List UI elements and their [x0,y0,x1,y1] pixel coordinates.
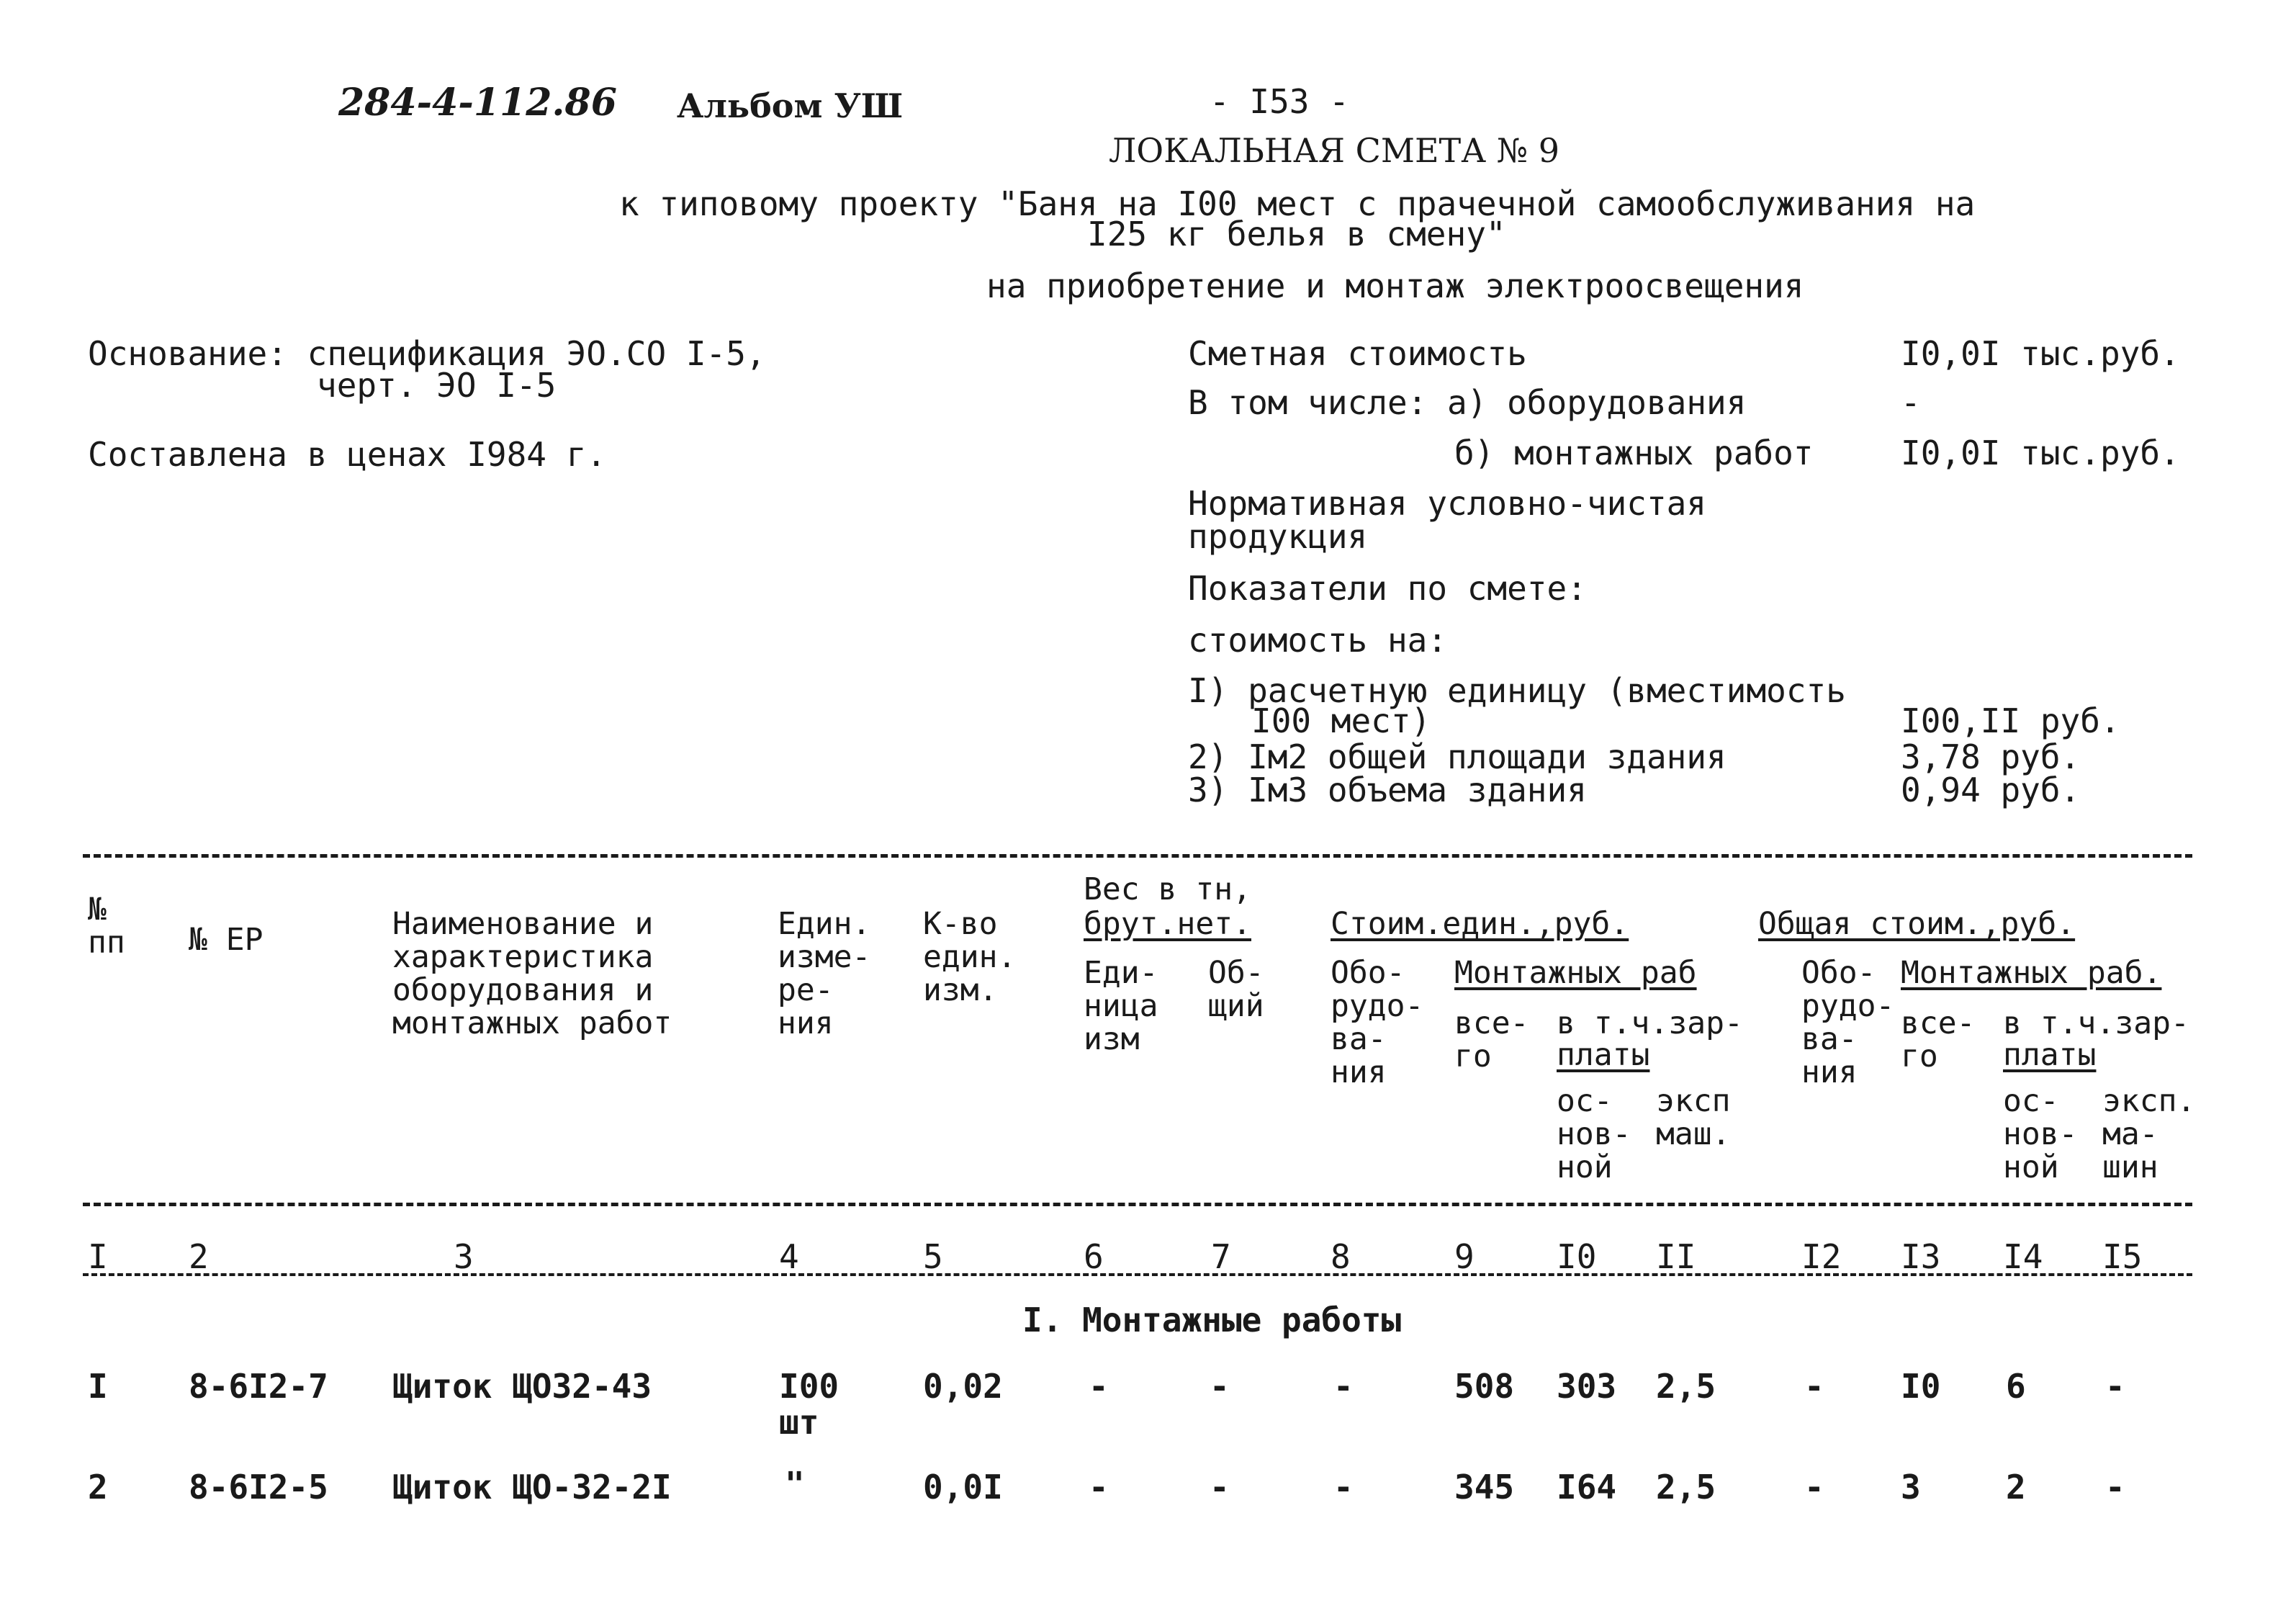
row-1-c7: - [1210,1367,1230,1406]
row-1-c8: - [1333,1367,1354,1406]
row-2-c9: 345 [1454,1468,1515,1507]
indicator-3-value: 0,94 руб. [1901,771,2081,809]
basis-line-1: Основание: спецификация ЭО.СО I-5, [88,334,766,373]
incl-install-value: I0,0I тыс.руб. [1901,434,2180,472]
col-header-total-equip: Обо- рудо- ва- ния [1801,955,1895,1090]
col-header-weight-sub: брут.нет. [1084,906,1251,942]
col-header-unit-main: ос- нов- ной [1557,1083,1631,1185]
col-header-unit-equip: Обо- рудо- ва- ния [1331,955,1424,1090]
indicator-2-label: 2) Iм2 общей площади здания [1188,737,1726,776]
row-1-er: 8-6I2-7 [189,1367,328,1406]
col-header-weight-group: Вес в тн, [1084,871,1251,907]
estimated-cost-value: I0,0I тыс.руб. [1901,334,2180,373]
col-number-4: 4 [779,1237,799,1276]
col-number-10: I0 [1557,1237,1597,1276]
row-1-name: Щиток ЩО32-43 [392,1367,652,1406]
document-code: 284-4-112.86 [338,81,617,125]
header-bottom-rule [83,1203,2192,1206]
col-number-6: 6 [1084,1237,1104,1276]
estimated-cost-label: Сметная стоимость [1188,334,1527,373]
col-number-9: 9 [1454,1237,1475,1276]
subtitle-line-1: к типовому проекту "Баня на I00 мест с прачечной самообслуживания на [619,184,1976,223]
incl-equipment-value: - [1901,383,1921,422]
subtitle-line-3: на приобретение и монтаж электроосвещения [986,266,1804,305]
section-title: I. Монтажные работы [1022,1301,1402,1339]
indicator-3-label: 3) Iм3 объема здания [1188,771,1587,809]
col-number-7: 7 [1211,1237,1231,1276]
col-number-1: I [88,1237,108,1276]
indicator-2-value: 3,78 руб. [1901,737,2081,776]
subtitle-line-2: I25 кг белья в смену" [1087,215,1506,253]
indicators-label: Показатели по смете: [1188,569,1587,608]
indicator-1-line-1: I) расчетную единицу (вместимость [1188,671,1846,710]
col-number-8: 8 [1331,1237,1351,1276]
col-header-unit-total: все- го [1454,1005,1529,1074]
col-header-unit-mach: эксп маш. [1656,1083,1731,1152]
normative-line-1: Нормативная условно-чистая [1188,484,1707,523]
col-header-total-incl: в т.ч.зар- [2003,1005,2189,1041]
row-1-c13: I0 [1901,1367,1941,1406]
col-header-qty: К-во един. изм. [923,906,1017,1008]
row-1-c15: - [2105,1367,2125,1406]
col-header-unit-install: Монтажных раб [1454,955,1697,991]
row-2-c14: 2 [2006,1468,2026,1507]
col-header-total-total: все- го [1901,1005,1976,1074]
row-1-qty: 0,02 [923,1367,1003,1406]
col-number-11: II [1656,1237,1696,1276]
row-1-c10: 303 [1557,1367,1617,1406]
row-2-er: 8-6I2-5 [189,1468,328,1507]
normative-line-2: продукция [1188,517,1368,556]
row-2-unit: " [785,1465,805,1504]
col-number-2: 2 [189,1237,209,1276]
row-2-name: Щиток ЩО-32-2I [392,1468,672,1507]
row-2-c13: 3 [1901,1468,1921,1507]
album-label: Альбом УШ [677,86,904,125]
row-2-c6: - [1089,1468,1109,1507]
col-number-13: I3 [1901,1237,1941,1276]
row-2-c11: 2,5 [1656,1468,1716,1507]
cost-per-label: стоимость на: [1188,621,1448,660]
col-header-unit-cost-group: Стоим.един.,руб. [1331,906,1629,942]
row-2-qty: 0,0I [923,1468,1003,1507]
column-numbers-rule [83,1273,2192,1276]
row-1-c12: - [1804,1367,1824,1406]
incl-install-label: б) монтажных работ [1454,434,1814,472]
row-2-c10: I64 [1557,1468,1617,1507]
row-2-c8: - [1333,1468,1354,1507]
col-header-unit-incl-2: платы [1557,1037,1650,1073]
col-number-15: I5 [2102,1237,2143,1276]
col-header-num: № пп [88,892,125,961]
document-title: ЛОКАЛЬНАЯ СМЕТА № 9 [1109,131,1560,170]
col-header-total-incl-2: платы [2003,1037,2097,1073]
col-header-total-cost-group: Общая стоим.,руб. [1758,906,2076,942]
col-header-er: № ЕР [189,922,264,958]
col-number-5: 5 [923,1237,943,1276]
col-number-14: I4 [2003,1237,2043,1276]
col-header-total-main: ос- нов- ной [2003,1083,2078,1185]
col-header-unit: Един. изме- ре- ния [778,906,871,1041]
col-number-12: I2 [1801,1237,1842,1276]
row-2-num: 2 [88,1468,108,1507]
col-number-3: 3 [454,1237,474,1276]
row-1-unit: I00 шт [779,1367,839,1442]
col-header-weight-unit: Еди- ница изм [1084,955,1158,1057]
basis-line-2: черт. ЭО I-5 [317,366,557,405]
col-header-total-install: Монтажных раб. [1901,955,2162,991]
row-2-c12: - [1804,1468,1824,1507]
indicator-1-value: I00,II руб. [1901,701,2120,740]
incl-equipment-label: В том числе: а) оборудования [1188,383,1747,422]
row-2-c7: - [1210,1468,1230,1507]
row-1-c6: - [1089,1367,1109,1406]
col-header-name: Наименование и характеристика оборудования и монтажных работ [392,906,672,1041]
row-2-c15: - [2105,1468,2125,1507]
row-1-c9: 508 [1454,1367,1515,1406]
indicator-1-line-2: I00 мест) [1251,701,1431,740]
row-1-c11: 2,5 [1656,1367,1716,1406]
table-top-rule [83,854,2192,858]
col-header-weight-total: Об- щий [1208,955,1264,1024]
col-header-unit-incl: в т.ч.зар- [1557,1005,1743,1041]
prices-year: Составлена в ценах I984 г. [88,435,607,474]
col-header-total-mach: эксп. ма- шин [2102,1083,2196,1185]
page-number: - I53 - [1210,82,1349,121]
row-1-num: I [88,1367,108,1406]
row-1-c14: 6 [2006,1367,2026,1406]
